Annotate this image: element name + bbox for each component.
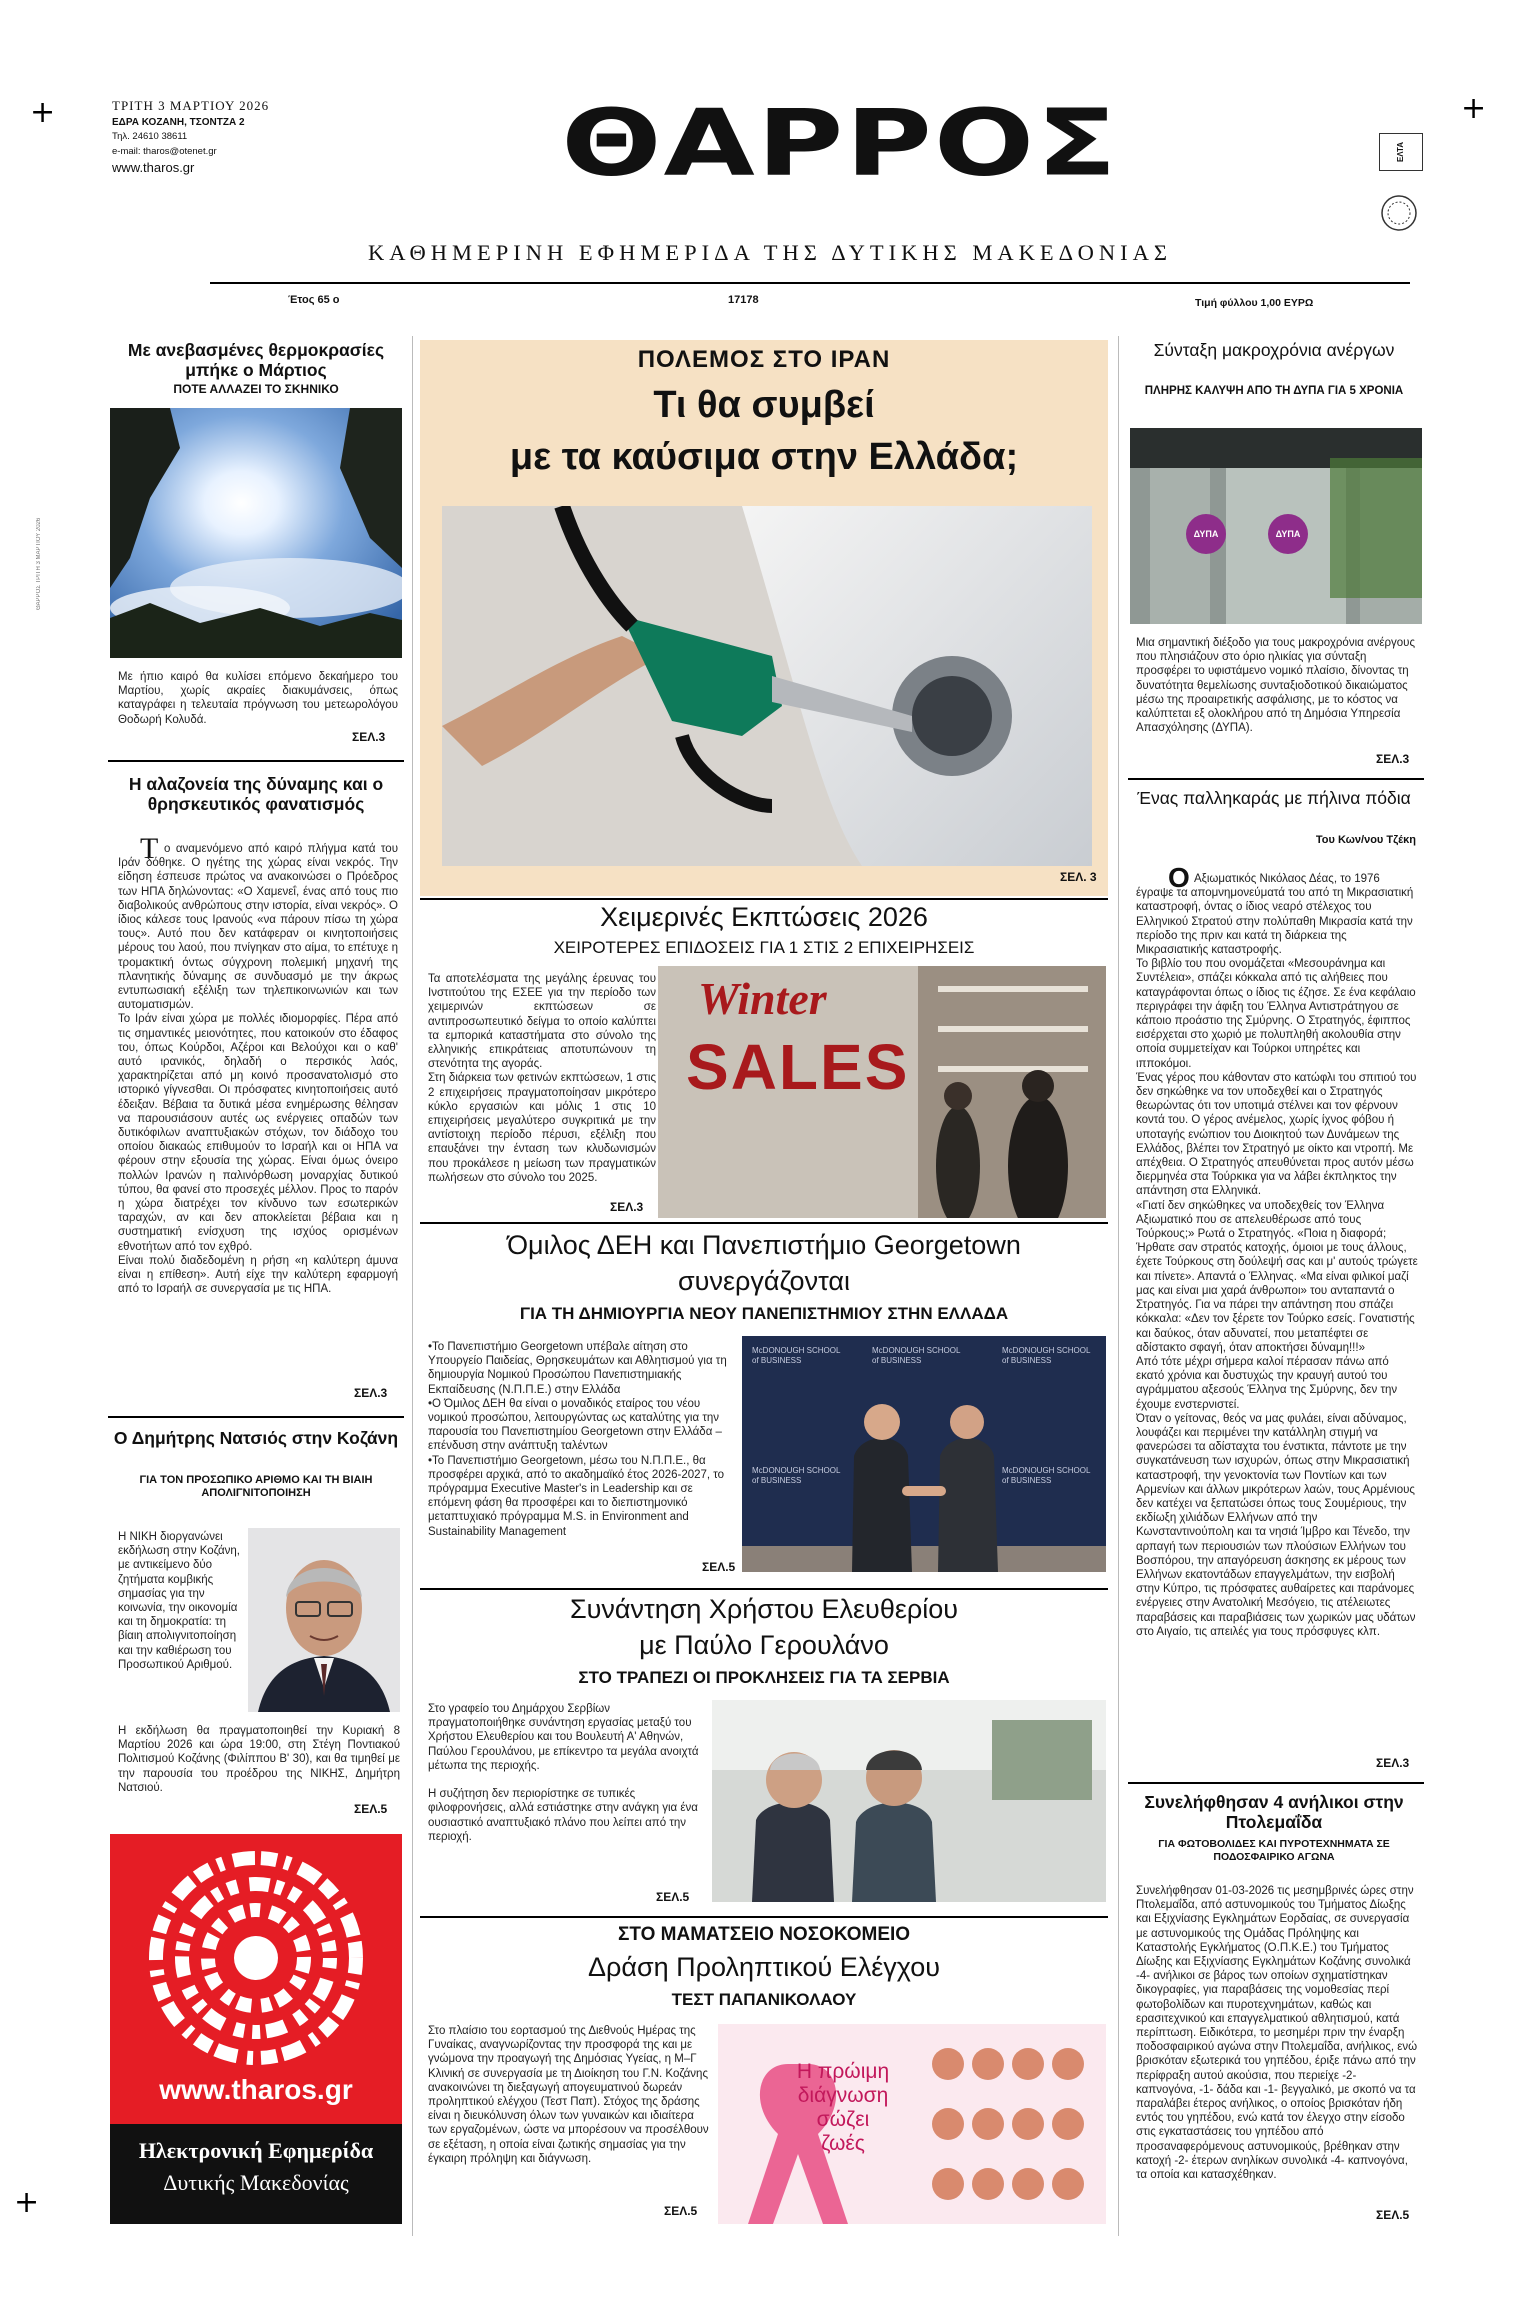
natsios-page-ref[interactable]: ΣΕΛ.5 <box>354 1802 388 1816</box>
meeting-page-ref[interactable]: ΣΕΛ.5 <box>656 1890 690 1904</box>
hospital-text: Στο πλαίσιο του εορτασμού της Διεθνούς Ημέρας της Γυναίκας, αναγνωρίζοντας την προσφορά της και με γνώμονα την προαγωγή της Δημόσιας Υγείας, η Μ–Γ Κλινική σε συνεργασία με τη Διοίκηση του Γ.Ν. Κοζάνης ανακοινώνει τη διεξαγωγή απογευματινού δωρεάν προληπτικού ελέγχου (Τεστ Παπ). Στόχος της δράσης είναι η διευκόλυνση όλων των γυναικών και ιδιαίτερα των εργαζομένων, ώστε να μπορέσουν να προσέλθουν σε εξέταση, η οποία είναι ζωτικής σημασίας για την έγκαιρη πρόληψη και διάγνωση. <box>428 2025 709 2165</box>
arrogance-text: ο αναμενόμενο από καιρό πλήγμα κατά του Ιράν δόθηκε. Ο ηγέτης της χώρας είναι νεκρός. Την είδηση έσπευσε πρώτος να ανακοινώσει ο Πρόεδρος των ΗΠΑ δηλώνοντας: «Ο Χαμενεΐ, ένας από τους πιο διαβολικούς ανθρώπους στην ιστορία, είναι νεκρός». Ο ίδιος κάλεσε τους Ιρανούς «να πάρουν πίσω τη χώρα τους». Αυτό που δεν κατάφεραν οι κινητοποιήσεις μέρους του λαού, που πνίγηκαν στο αίμα, το επέτυχε η τρομακτική όντως σύγχρονη πολεμική μηχανή της πλανητικής δύναμης σε συνδυασμό με την άκρως εντυπωσιακή εξέλιξη των τηλεπικοινωνιών και των αυτοματισμών. Το Ιράν είναι χώρα με πολλές ιδιομορφίες. Πέρα από τις σημαντικές μειονότητες, που κατοικούν στο έδαφος του, όπως Κούρδοι, Αζέροι και Βελούχοι και ο καθ' αυτό ιρανικός, δηλαδή ο περσικός λαός, χαρακτηρίζεται από μη κοινό προσανατολισμό στο ιστορικό γίγνεσθαι. Οι πρόσφατες κινητοποιήσεις αυτό έδειξαν. Βέβαια τα δυτικά μέσα ενημέρωσης θέλησαν να παρουσιάσουν αυτές ως ενέργειες οπαδών των δυτικόφιλων αναπτυξιακών στόχων, τον διάδοχο του οποίου διακαώς επιθυμούν το Ισραήλ και οι ΗΠΑ να φέρουν στην εξουσία της χώρας. Είναι όμως όνειρο πολλών Ιρανών η παλινόρθωση μοναρχίας δυτικού τύπου, θα φανεί στο προσεχές μέλλον. Προς το παρόν η χώρα διατρέχει τον κίνδυνο των εσωτερικών ταραχών, αν και δεν αποκλείεται βέβαια και η συστηματική ενίσχυση της ισχύος ορισμένων εθνοτήτων από τον εχθρό. Είναι πολύ διαδεδομένη η ρήση «η καλύτερη άμυνα είναι η επίθεση». Αυτή είχε την καλύτερη εφαρμογή από το Ισραήλ σε συνεργασία με τις ΗΠΑ. <box>118 843 398 1296</box>
column-separator-right <box>1118 336 1119 2236</box>
natsios-portrait <box>248 1528 400 1712</box>
iran-page-ref[interactable]: ΣΕΛ. 3 <box>1060 870 1097 884</box>
masthead-rule <box>210 282 1410 284</box>
iran-kicker: ΠΟΛΕΜΟΣ ΣΤΟ ΙΡΑΝ <box>637 346 891 373</box>
hospital-headline[interactable]: Δράση Προληπτικού Ελέγχου <box>587 1952 941 1982</box>
pallikaras-text: Αξιωματικός Νικόλαος Δέας, το 1976 έγραψε τα απομνημονεύματά του από τη Μικρασιατική καταστροφή, όντας ο ίδιος νεαρό στέλεχος του Ελληνικού Στρατού στην πολύπαθη Μικρασία κατά την περίοδο της πριν και κατά τη διάρκεια της Μικρασιατικής καταστροφής. Το βιβλίο του που ονομάζεται «Μεσουράνημα και Συντέλεια», σπάζει κόκκαλα από τις αλήθειες που καταγράφονται όπως ο ίδιος τις έζησε. Σε ένα κεφάλαιο περιγράφει την άφιξη του Έλληνα Αντιστράτηγου σε κάποιο προάστιο της Σμύρνης. Ο Στρατηγός, έφιππος εισέρχεται στο χωριό με πολυπληθή ακολουθία στην οποία συμμετείχαν και Τούρκοι υπηρέτες και ιπποκόμοι. Ένας γέρος που κάθονταν στο κατώφλι του σπιτιού του δεν σηκώθηκε να τον υποδεχθεί και ο Στρατηγός θεωρώντας ότι τον υποτιμά στέλνει και τον φέρνουν κοντά του. Ο γέρος ανέμελος, χωρίς ίχνος φόβου ή υποταγής ενώπιον του Διοικητού των Δυνάμεων της Ελλάδος, βλέπει τον Στρατηγό με οίκτο και ντροπή. Με απέχθεια. Ο Στρατηγός απευθύνεται προς αυτόν μέσω διερμηνέα στα Τούρκικα για να λάβει έκπληκτος την απάντηση στα Ελληνικά. «Γιατί δεν σηκώθηκες να υποδεχθείς τον Έλληνα Αξιωματικό που σε απελευθέρωσε από τους Τούρκους;» Ρωτά ο Στρατηγός. «Ποια η διαφορά; Ήρθατε σαν στρατός κατοχής, όμοιοι με τους άλλους, έχετε Τούρκους στη δούλεψή σας και μ' αυτούς τρώγετε και πίνετε». Απαντά ο Έλληνας. «Μα είναι φιλικοί μαζί μας και είναι μια χαρά άνθρωποι» του ανταπαντά ο Στρατηγός. Για να πάρει την απάντηση που σπάζει κόκκαλα: «Δεν τον ξέρετε τον Τούρκο εσείς. Γονατιστής και δαύκος, όταν αδυνατεί, που μεταπέφτει σε αδίστακτο σφαγή, όταν αποκτήσει δύναμη!!!» Από τότε μέχρι σήμερα καλοί πέρασαν πάνω από εκατό χρόνια και δυστυχώς την κραυγή αυτού του αγράμματου αξεσούς Έλληνα της Σμύρνης, δεν την έχουμε ενστερνιστεί. Όταν ο γείτονας, θεός να μας φυλάει, είναι αδύναμος, λουφάζει και περιμένει την κατάλληλη στιγμή να φανερώσει τα αδίσταχτα του ένστικτα, πάντοτε με την συγκατάνευση των ισχυρών, όπως στην Μικρασιατική καταστροφή, την γενοκτονία των Ποντίων και των Αρμενίων και άλλων μικρότερων λαών, τους Αρμένιους δεν κατέχει να ξεπατώσει όπως τους Σουμέριους, την εκδίωξη χιλιάδων Ελλήνων από την Κωνσταντινούπολη και τα νησιά Ίμβρο και Τένεδο, την αρπαγή των περιουσιών των πλούσιων Ελλήνων του Βοσπόρου, την απαγόρευση άσκησης εκ μέρους των Ελλήνων εκατοντάδων επαγγελμάτων, την εισβολή στην Κύπρο, τις πρόσφατες αυθαίρετες και παράνομες ενέργειες στην Ανατολική Μεσόγειο, τις ατέλειωτες παραβάσεις και παραβιάσεις των χωρικών μας υδάτων στο Αιγαίο, τις απειλές για τους πρόσφυγες κλπ. <box>1136 873 1418 1638</box>
natsios-subheadline: ΓΙΑ ΤΟΝ ΠΡΟΣΩΠΙΚΟ ΑΡΙΘΜΟ ΚΑΙ ΤΗ ΒΙΑΙΗ ΑΠΟΛΙΓΝΙΤΟΠΟΙΗΣΗ <box>139 1474 373 1499</box>
meeting-headline-2[interactable]: με Παύλο Γερουλάνο <box>639 1630 889 1660</box>
newspaper-title: ΘΑΡΡΟΣ <box>561 88 1119 197</box>
postage-seal-icon <box>1380 194 1418 232</box>
dypa-subheadline: ΠΛΗΡΗΣ ΚΑΛΥΨΗ ΑΠΟ ΤΗ ΔΥΠΑ ΓΙΑ 5 ΧΡΟΝΙΑ <box>1144 385 1404 397</box>
georgetown-photo <box>742 1336 1106 1572</box>
awareness-poster <box>718 2024 1106 2224</box>
natsios-side-text: Η ΝΙΚΗ διοργανώνει εκδήλωση στην Κοζάνη, με αντικείμενο δύο ζητήματα κομβικής σημασίας για την κοινωνία, την οικονομία και τη δημοκρατία: τη βίαιη απολιγνιτοποίηση και την καθιέρωση του Προσωπικού Αριθμού. <box>118 1531 240 1671</box>
dypa-text: Μια σημαντική διέξοδο για τους μακροχρόνια ανέργους που πλησιάζουν στο όριο ηλικίας για σύνταξη προσφέρει το υφιστάμενο νομικό πλαίσιο, δίνοντας τη δυνατότητα θεμελίωσης συνταξιοδοτικού δικαιώματος μέσω της προαιρετικής ασφάλισης, με το κόστος να καλύπτεται εξ ολοκλήρου από τη Δημόσια Υπηρεσία Απασχόλησης (ΔΥΠΑ). <box>1136 637 1416 735</box>
dypa-page-ref[interactable]: ΣΕΛ.3 <box>1376 752 1410 766</box>
pallikaras-dropcap: Ο <box>1168 862 1190 893</box>
sign-word-winter: Winter <box>698 973 827 1024</box>
right-divider-1 <box>1128 778 1424 780</box>
meeting-headline-1[interactable]: Συνάντηση Χρήστου Ελευθερίου <box>569 1594 959 1624</box>
office-phone: Τηλ. 24610 38611 <box>112 131 188 142</box>
iran-headline-2[interactable]: με τα καύσιμα στην Ελλάδα; <box>509 436 1019 478</box>
website-link[interactable]: www.tharos.gr <box>112 160 195 175</box>
poster-text: Η πρώιμη διάγνωση σώζει ζωές <box>796 2060 890 2155</box>
georgetown-headline-1[interactable]: Όμιλος ΔΕΗ και Πανεπιστήμιο Georgetown <box>507 1230 1021 1260</box>
tharos-ad[interactable] <box>110 1834 402 2224</box>
margin-note: ΘΑΡΡΟΣ ΤΡΙΤΗ 3 ΜΑΡΤΙΟΥ 2026 <box>36 517 42 610</box>
pallikaras-headline[interactable]: Ένας παλληκαράς με πήλινα πόδια <box>1137 788 1411 808</box>
arrests-page-ref[interactable]: ΣΕΛ.5 <box>1376 2208 1410 2222</box>
year-number: Έτος 65 ο <box>288 294 340 306</box>
center-divider-4 <box>420 1916 1108 1918</box>
sky-photo <box>110 408 402 658</box>
weather-subheadline: ΠΟΤΕ ΑΛΛΑΖΕΙ ΤΟ ΣΚΗΝΙΚΟ <box>173 382 339 396</box>
backdrop-logo-2: McDONOUGH SCHOOL of BUSINESS <box>872 1346 961 1365</box>
sign-word-sales: SALES <box>686 1031 910 1103</box>
office-address: ΕΔΡΑ ΚΟΖΑΝΗ, ΤΣΟΝΤΖΑ 2 <box>112 117 245 128</box>
georgetown-text: •Το Πανεπιστήμιο Georgetown υπέβαλε αίτηση στο Υπουργείο Παιδείας, Θρησκευμάτων και Αθλητισμού για τη δημιουργία Νομικού Προσώπου Πανεπιστημιακής Εκπαίδευσης (Ν.Π.Π.Ε.) στην Ελλάδα •Ο Όμιλος ΔΕΗ θα είναι ο μοναδικός εταίρος του νέου νομικού προσώπου, λειτουργώντας ως καταλύτης για την παρουσία του Πανεπιστημίου Georgetown στην Ελλάδα – επένδυση στην ανάπτυξη ταλέντων •Το Πανεπιστήμιο Georgetown, μέσω του Ν.Π.Π.Ε., θα προσφέρει αρχικά, από το ακαδημαϊκό έτος 2026-2027, το πρόγραμμα Executive Master's in Leadership και σε επόμενη φάση θα προσφέρει και το διεπιστημονικό μεταπτυχιακό πρόγραμμα M.S. in Environment and Sustainability Management <box>428 1341 727 1538</box>
arrogance-dropcap: Τ <box>140 832 159 865</box>
hospital-subheadline: ΤΕΣΤ ΠΑΠΑΝΙΚΟΛΑΟΥ <box>671 1990 857 2009</box>
georgetown-subheadline: ΓΙΑ ΤΗ ΔΗΜΙΟΥΡΓΙΑ ΝΕΟΥ ΠΑΝΕΠΙΣΤΗΜΙΟΥ ΣΤΗΝ ΕΛΛΑΔΑ <box>519 1304 1009 1323</box>
iran-headline-1[interactable]: Τι θα συμβεί <box>653 384 875 426</box>
backdrop-logo-4: McDONOUGH SCHOOL of BUSINESS <box>752 1466 841 1485</box>
right-divider-2 <box>1128 1782 1424 1784</box>
handshake-figures <box>742 1336 1106 1572</box>
meeting-subheadline: ΣΤΟ ΤΡΑΠΕΖΙ ΟΙ ΠΡΟΚΛΗΣΕΙΣ ΓΙΑ ΤΑ ΣΕΡΒΙΑ <box>578 1668 950 1687</box>
left-divider-2 <box>108 1416 404 1418</box>
arrests-text: Συνελήφθησαν 01-03-2026 τις μεσημβρινές ώρες στην Πτολεμαΐδα, από αστυνομικούς του Τμήματος Δίωξης και Εξιχνίασης Εγκλημάτων Εορδαίας, σε συνεργασία με αστυνομικούς της Ομάδας Πρόληψης και Καταστολής Εγκλήματος (Ο.Π.Κ.Ε.) του Τμήματος Δίωξης και Εξιχνίασης Εγκλημάτων Κοζάνης συνολικά -4- ανήλικοι σε βάρος των οποίων σχηματίστηκαν δικογραφίες, για παραβάσεις της νομοθεσίας περί φωτοβολίδων και πυροτεχνημάτων, καθώς και ερασιτεχνικού και επαγγελματικού αθλητισμού, κατά περίπτωση. Ειδικότερα, το μεσημέρι πριν την έναρξη ποδοσφαιρικού αγώνα στην Πτολεμαΐδα, ανήλικος, ενώ βρισκόταν εξωτερικά του γηπέδου, έριξε πάνω από την περίφραξη αυτού ακούσια, που περιείχε -2- καπνογόνα, -1- δάδα και -1- βεγγαλικό, με σκοπό να τα παραλάβει έτερος ανήλικος, ο οποίος βρισκόταν ήδη εντός του γηπέδου, ενώ κατά τον έλεγχο στην είσοδο στις εγκαταστάσεις του γηπέδου από προσαναφερόμενους αστυνομικούς, βρέθηκαν στην κατοχή -2- έτερων ανηλίκων συνολικά -4- καπνογόνα, τα οποία και κατασχέθηκαν. <box>1136 1885 1418 2182</box>
qr-code-icon <box>148 1850 364 2066</box>
pink-ribbon-icon <box>718 2024 1106 2224</box>
dypa-sign-1: ΔΥΠΑ <box>1186 514 1226 554</box>
backdrop-logo-1: McDONOUGH SCHOOL of BUSINESS <box>752 1346 841 1365</box>
winter-sales-photo <box>658 966 1106 1218</box>
pallikaras-page-ref[interactable]: ΣΕΛ.3 <box>1376 1756 1410 1770</box>
hospital-kicker: ΣΤΟ ΜΑΜΑΤΣΕΙΟ ΝΟΣΟΚΟΜΕΙΟ <box>617 1924 911 1945</box>
backdrop-logo-5: McDONOUGH SCHOOL of BUSINESS <box>1002 1466 1091 1485</box>
georgetown-page-ref[interactable]: ΣΕΛ.5 <box>702 1560 736 1574</box>
weather-page-ref[interactable]: ΣΕΛ.3 <box>352 730 386 744</box>
crop-mark-top-left: + <box>30 95 56 130</box>
natsios-headline[interactable]: Ο Δημήτρης Νατσιός στην Κοζάνη <box>113 1428 399 1448</box>
weather-text: Με ήπιο καιρό θα κυλίσει επόμενο δεκαήμερο του Μαρτίου, χωρίς ακραίες διακυμάνσεις, όπως καταγράφει η τελευταία πρόγνωση του μετεωρολόγου Θοδωρή Κολυδά. <box>118 671 398 726</box>
sales-text: Τα αποτελέσματα της μεγάλης έρευνας του Ινστιτούτου της ΕΣΕΕ για την περίοδο των χειμερινών εκπτώσεων σε αντιπροσωπευτικό δείγμα το οποίο καλύπτει τα εμπορικά καταστήματα στο σύνολο της ελληνικής επικράτειας αποτυπώνουν τη στενότητα της αγοράς. Στη διάρκεια των φετινών εκπτώσεων, 1 στις 2 επιχειρήσεις πραγματοποίησαν μικρότερο κύκλο εργασιών και μόλις 1 στις 10 επιχειρήσεις μεγαλύτερο συγκριτικά με την αντίστοιχη περίοδο πέρυσι, εξέλιξη που επαυξάνει την ένταση των κλυδωνισμών που προκάλεσε η μείωση των πραγματικών πωλήσεων στο σύνολο του 2025. <box>428 973 656 1184</box>
crop-mark-top-right: + <box>1461 91 1487 126</box>
hospital-page-ref[interactable]: ΣΕΛ.5 <box>664 2204 698 2218</box>
newspaper-subtitle: ΚΑΘΗΜΕΡΙΝΗ ΕΦΗΜΕΡΙΔΑ ΤΗΣ ΔΥΤΙΚΗΣ ΜΑΚΕΔΟΝΙΑΣ <box>367 240 1173 265</box>
natsios-event-text: Η εκδήλωση θα πραγματοποιηθεί την Κυριακή 8 Μαρτίου 2026 και ώρα 19:00, στη Στέγη Ποντιακού Πολιτισμού Κοζάνης (Φιλίππου Β' 30), και θα τιμηθεί με την παρουσία του προέδρου της ΝΙΚΗΣ, Δημήτρη Νατσιού. <box>118 1725 400 1794</box>
left-divider-1 <box>108 760 404 762</box>
backdrop-logo-3: McDONOUGH SCHOOL of BUSINESS <box>1002 1346 1091 1365</box>
arrests-subheadline: ΓΙΑ ΦΩΤΟΒΟΛΙΔΕΣ ΚΑΙ ΠΥΡΟΤΕΧΝΗΜΑΤΑ ΣΕ ΠΟΔΟΣΦΑΙΡΙΚΟ ΑΓΩΝΑ <box>1158 1838 1390 1863</box>
issue-number: 17178 <box>728 294 759 306</box>
arrogance-page-ref[interactable]: ΣΕΛ.3 <box>354 1386 388 1400</box>
sales-headline[interactable]: Χειμερινές Εκπτώσεις 2026 <box>600 902 928 932</box>
dypa-sign-2: ΔΥΠΑ <box>1268 514 1308 554</box>
elta-logo: ΕΛΤΑ <box>1379 133 1423 171</box>
crop-mark-bottom-left: + <box>14 2185 40 2220</box>
meeting-photo <box>712 1700 1106 1902</box>
dypa-headline[interactable]: Σύνταξη μακροχρόνια ανέργων <box>1153 340 1395 360</box>
ad-line-1: Ηλεκτρονική Εφημερίδα <box>138 2138 374 2163</box>
ad-line-2: Δυτικής Μακεδονίας <box>163 2170 349 2195</box>
meeting-text: Στο γραφείο του Δημάρχου Σερβίων πραγματοποιήθηκε συνάντηση εργασίας μεταξύ του Χρήστου Ελευθερίου και του Βουλευτή Α' Αθηνών, Παύλου Γερουλάνου, με επίκεντρο τα μεγάλα ανοιχτά μέτωπα της περιοχής. Η συζήτηση δεν περιορίστηκε σε τυπικές φιλοφρονήσεις, αλλά εστιάστηκε στην ανάγκη για ένα ουσιαστικό αναπτυξιακό πλάνο που λείπει από την περιοχή. <box>428 1703 699 1843</box>
arrogance-headline[interactable]: Η αλαζονεία της δύναμης και ο θρησκευτικός φανατισμός <box>128 774 384 814</box>
price: Τιμή φύλλου 1,00 ΕΥΡΩ <box>1195 297 1314 309</box>
arrests-headline[interactable]: Συνελήφθησαν 4 ανήλικοι στην Πτολεμαΐδα <box>1144 1792 1404 1832</box>
office-email[interactable]: e-mail: tharos@otenet.gr <box>112 146 217 157</box>
weather-headline[interactable]: Με ανεβασμένες θερμοκρασίες μπήκε ο Μάρτιος <box>127 340 385 380</box>
pallikaras-author: Του Κων/νου Τζέκη <box>1315 834 1416 846</box>
fuel-nozzle-photo <box>442 506 1092 866</box>
ad-black-band <box>110 2124 402 2224</box>
sales-page-ref[interactable]: ΣΕΛ.3 <box>610 1200 644 1214</box>
dypa-photo <box>1130 428 1422 624</box>
ad-url[interactable]: www.tharos.gr <box>159 2074 353 2105</box>
issue-date: ΤΡΙΤΗ 3 ΜΑΡΤΙΟΥ 2026 <box>112 98 270 113</box>
center-divider-2 <box>420 1222 1108 1224</box>
center-divider-3 <box>420 1588 1108 1590</box>
sales-subheadline: ΧΕΙΡΟΤΕΡΕΣ ΕΠΙΔΟΣΕΙΣ ΓΙΑ 1 ΣΤΙΣ 2 ΕΠΙΧΕΙΡΗΣΕΙΣ <box>553 938 975 957</box>
column-separator-left <box>412 336 413 2236</box>
georgetown-headline-2[interactable]: συνεργάζονται <box>678 1266 850 1296</box>
